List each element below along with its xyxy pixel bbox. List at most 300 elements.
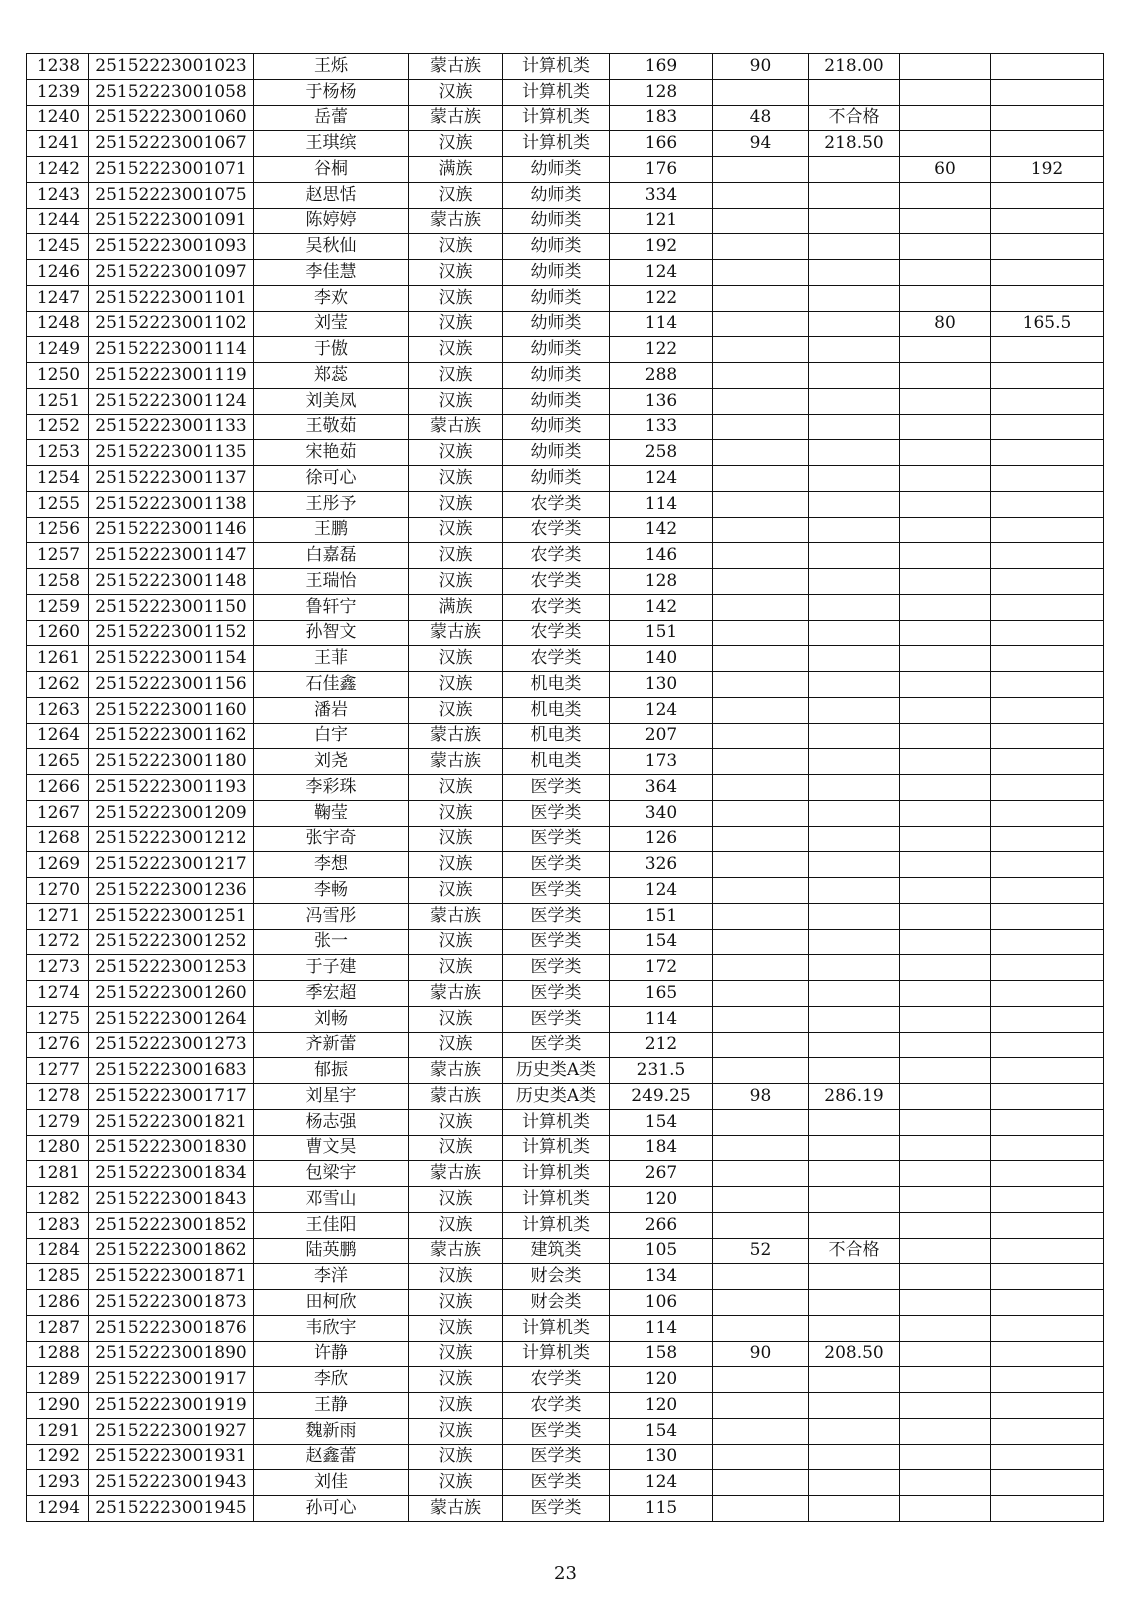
table-row: [27, 363, 1104, 389]
skill-total-cell: [809, 1058, 900, 1084]
extra-total-cell: [991, 878, 1104, 904]
ethnicity-cell: 汉族: [409, 1444, 503, 1470]
ethnicity-cell: 汉族: [409, 1006, 503, 1032]
skill-score-cell: [713, 903, 809, 929]
table-row: [27, 1109, 1104, 1135]
written-score-cell: 165: [610, 981, 713, 1007]
seq-cell: 1267: [27, 800, 89, 826]
ethnicity-cell: 汉族: [409, 363, 503, 389]
category-cell: 医学类: [503, 800, 610, 826]
extra-score-cell: [900, 672, 991, 698]
skill-score-cell: [713, 1315, 809, 1341]
category-cell: 幼师类: [503, 311, 610, 337]
skill-total-cell: [809, 697, 900, 723]
ethnicity-cell: 蒙古族: [409, 749, 503, 775]
name-cell: 李洋: [254, 1264, 409, 1290]
category-cell: 医学类: [503, 1470, 610, 1496]
name-cell: 李想: [254, 852, 409, 878]
exam-id-cell: 25152223001180: [89, 749, 254, 775]
exam-id-cell: 25152223001834: [89, 1161, 254, 1187]
name-cell: 田柯欣: [254, 1290, 409, 1316]
ethnicity-cell: 汉族: [409, 775, 503, 801]
name-cell: 陈婷婷: [254, 208, 409, 234]
name-cell: 韦欣宇: [254, 1315, 409, 1341]
ethnicity-cell: 蒙古族: [409, 1058, 503, 1084]
table-row: [27, 723, 1104, 749]
skill-total-cell: [809, 440, 900, 466]
category-cell: 机电类: [503, 672, 610, 698]
exam-id-cell: 25152223001160: [89, 697, 254, 723]
skill-total-cell: [809, 929, 900, 955]
exam-id-cell: 25152223001251: [89, 903, 254, 929]
written-score-cell: 340: [610, 800, 713, 826]
skill-total-cell: [809, 775, 900, 801]
ethnicity-cell: 汉族: [409, 1418, 503, 1444]
extra-total-cell: [991, 723, 1104, 749]
name-cell: 鲁轩宁: [254, 594, 409, 620]
extra-total-cell: 165.5: [991, 311, 1104, 337]
name-cell: 白嘉磊: [254, 543, 409, 569]
table-row: [27, 1496, 1104, 1522]
name-cell: 魏新雨: [254, 1418, 409, 1444]
table-row: [27, 1418, 1104, 1444]
ethnicity-cell: 蒙古族: [409, 723, 503, 749]
skill-score-cell: [713, 1470, 809, 1496]
exam-id-cell: 25152223001154: [89, 646, 254, 672]
table-row: [27, 1264, 1104, 1290]
exam-id-cell: 25152223001060: [89, 105, 254, 131]
skill-score-cell: [713, 620, 809, 646]
skill-score-cell: [713, 826, 809, 852]
seq-cell: 1277: [27, 1058, 89, 1084]
table-row: [27, 1393, 1104, 1419]
ethnicity-cell: 汉族: [409, 131, 503, 157]
extra-score-cell: [900, 440, 991, 466]
seq-cell: 1259: [27, 594, 89, 620]
category-cell: 幼师类: [503, 234, 610, 260]
exam-id-cell: 25152223001152: [89, 620, 254, 646]
name-cell: 刘佳: [254, 1470, 409, 1496]
seq-cell: 1279: [27, 1109, 89, 1135]
skill-score-cell: [713, 955, 809, 981]
exam-id-cell: 25152223001821: [89, 1109, 254, 1135]
written-score-cell: 120: [610, 1393, 713, 1419]
extra-score-cell: [900, 1315, 991, 1341]
skill-score-cell: [713, 260, 809, 286]
seq-cell: 1266: [27, 775, 89, 801]
table-row: [27, 1470, 1104, 1496]
category-cell: 计算机类: [503, 79, 610, 105]
ethnicity-cell: 汉族: [409, 1212, 503, 1238]
exam-id-cell: 25152223001148: [89, 569, 254, 595]
written-score-cell: 142: [610, 517, 713, 543]
extra-total-cell: [991, 1341, 1104, 1367]
ethnicity-cell: 汉族: [409, 569, 503, 595]
exam-id-cell: 25152223001927: [89, 1418, 254, 1444]
skill-total-cell: [809, 363, 900, 389]
ethnicity-cell: 汉族: [409, 517, 503, 543]
seq-cell: 1254: [27, 466, 89, 492]
written-score-cell: 114: [610, 311, 713, 337]
written-score-cell: 121: [610, 208, 713, 234]
skill-score-cell: [713, 981, 809, 1007]
ethnicity-cell: 汉族: [409, 955, 503, 981]
extra-total-cell: [991, 749, 1104, 775]
extra-score-cell: [900, 234, 991, 260]
seq-cell: 1240: [27, 105, 89, 131]
extra-total-cell: 192: [991, 157, 1104, 183]
name-cell: 冯雪彤: [254, 903, 409, 929]
ethnicity-cell: 蒙古族: [409, 1496, 503, 1522]
skill-score-cell: [713, 234, 809, 260]
extra-total-cell: [991, 1393, 1104, 1419]
skill-total-cell: [809, 182, 900, 208]
seq-cell: 1264: [27, 723, 89, 749]
written-score-cell: 172: [610, 955, 713, 981]
name-cell: 许静: [254, 1341, 409, 1367]
seq-cell: 1288: [27, 1341, 89, 1367]
seq-cell: 1242: [27, 157, 89, 183]
skill-score-cell: 48: [713, 105, 809, 131]
written-score-cell: 122: [610, 285, 713, 311]
extra-total-cell: [991, 1238, 1104, 1264]
seq-cell: 1278: [27, 1084, 89, 1110]
name-cell: 鞠莹: [254, 800, 409, 826]
name-cell: 陆英鹏: [254, 1238, 409, 1264]
skill-score-cell: [713, 388, 809, 414]
ethnicity-cell: 汉族: [409, 1135, 503, 1161]
written-score-cell: 154: [610, 1418, 713, 1444]
skill-total-cell: [809, 1212, 900, 1238]
score-table: [26, 53, 1104, 1522]
seq-cell: 1272: [27, 929, 89, 955]
category-cell: 幼师类: [503, 337, 610, 363]
table-row: [27, 337, 1104, 363]
extra-score-cell: [900, 388, 991, 414]
exam-id-cell: 25152223001137: [89, 466, 254, 492]
name-cell: 吴秋仙: [254, 234, 409, 260]
seq-cell: 1248: [27, 311, 89, 337]
exam-id-cell: 25152223001150: [89, 594, 254, 620]
skill-total-cell: 286.19: [809, 1084, 900, 1110]
written-score-cell: 114: [610, 1006, 713, 1032]
name-cell: 李畅: [254, 878, 409, 904]
skill-score-cell: 94: [713, 131, 809, 157]
skill-total-cell: [809, 414, 900, 440]
seq-cell: 1262: [27, 672, 89, 698]
written-score-cell: 184: [610, 1135, 713, 1161]
skill-score-cell: [713, 646, 809, 672]
skill-total-cell: [809, 388, 900, 414]
extra-total-cell: [991, 234, 1104, 260]
table-row: [27, 157, 1104, 183]
written-score-cell: 124: [610, 1470, 713, 1496]
table-row: [27, 208, 1104, 234]
ethnicity-cell: 汉族: [409, 311, 503, 337]
ethnicity-cell: 蒙古族: [409, 903, 503, 929]
extra-total-cell: [991, 929, 1104, 955]
extra-score-cell: [900, 1006, 991, 1032]
written-score-cell: 212: [610, 1032, 713, 1058]
name-cell: 王鹏: [254, 517, 409, 543]
exam-id-cell: 25152223001114: [89, 337, 254, 363]
exam-id-cell: 25152223001091: [89, 208, 254, 234]
written-score-cell: 142: [610, 594, 713, 620]
skill-score-cell: [713, 1032, 809, 1058]
name-cell: 季宏超: [254, 981, 409, 1007]
extra-total-cell: [991, 1212, 1104, 1238]
table-row: [27, 1006, 1104, 1032]
skill-total-cell: [809, 1187, 900, 1213]
name-cell: 王琪缤: [254, 131, 409, 157]
seq-cell: 1291: [27, 1418, 89, 1444]
extra-score-cell: [900, 723, 991, 749]
skill-total-cell: [809, 491, 900, 517]
written-score-cell: 334: [610, 182, 713, 208]
exam-id-cell: 25152223001193: [89, 775, 254, 801]
category-cell: 财会类: [503, 1264, 610, 1290]
extra-total-cell: [991, 182, 1104, 208]
name-cell: 杨志强: [254, 1109, 409, 1135]
skill-score-cell: [713, 491, 809, 517]
table-row: [27, 105, 1104, 131]
skill-total-cell: [809, 878, 900, 904]
category-cell: 机电类: [503, 723, 610, 749]
table-row: [27, 1187, 1104, 1213]
category-cell: 医学类: [503, 1496, 610, 1522]
written-score-cell: 176: [610, 157, 713, 183]
category-cell: 农学类: [503, 569, 610, 595]
seq-cell: 1255: [27, 491, 89, 517]
seq-cell: 1293: [27, 1470, 89, 1496]
skill-score-cell: [713, 285, 809, 311]
category-cell: 计算机类: [503, 1212, 610, 1238]
extra-score-cell: [900, 1393, 991, 1419]
name-cell: 李佳慧: [254, 260, 409, 286]
table-row: [27, 388, 1104, 414]
exam-id-cell: 25152223001717: [89, 1084, 254, 1110]
extra-score-cell: [900, 929, 991, 955]
skill-total-cell: [809, 157, 900, 183]
table-row: [27, 646, 1104, 672]
category-cell: 计算机类: [503, 1341, 610, 1367]
extra-score-cell: [900, 1341, 991, 1367]
name-cell: 张一: [254, 929, 409, 955]
ethnicity-cell: 汉族: [409, 1341, 503, 1367]
category-cell: 历史类A类: [503, 1058, 610, 1084]
seq-cell: 1251: [27, 388, 89, 414]
extra-total-cell: [991, 672, 1104, 698]
exam-id-cell: 25152223001264: [89, 1006, 254, 1032]
category-cell: 建筑类: [503, 1238, 610, 1264]
table-row: [27, 285, 1104, 311]
seq-cell: 1247: [27, 285, 89, 311]
ethnicity-cell: 汉族: [409, 1032, 503, 1058]
category-cell: 机电类: [503, 749, 610, 775]
seq-cell: 1252: [27, 414, 89, 440]
written-score-cell: 166: [610, 131, 713, 157]
extra-total-cell: [991, 1315, 1104, 1341]
extra-score-cell: [900, 878, 991, 904]
extra-score-cell: [900, 491, 991, 517]
ethnicity-cell: 汉族: [409, 1290, 503, 1316]
written-score-cell: 115: [610, 1496, 713, 1522]
skill-total-cell: [809, 1109, 900, 1135]
skill-total-cell: [809, 234, 900, 260]
table-row: [27, 491, 1104, 517]
written-score-cell: 114: [610, 1315, 713, 1341]
exam-id-cell: 25152223001917: [89, 1367, 254, 1393]
written-score-cell: 122: [610, 337, 713, 363]
name-cell: 郁振: [254, 1058, 409, 1084]
table-row: [27, 749, 1104, 775]
extra-total-cell: [991, 1084, 1104, 1110]
category-cell: 幼师类: [503, 440, 610, 466]
ethnicity-cell: 汉族: [409, 260, 503, 286]
extra-total-cell: [991, 440, 1104, 466]
exam-id-cell: 25152223001209: [89, 800, 254, 826]
exam-id-cell: 25152223001862: [89, 1238, 254, 1264]
extra-score-cell: [900, 517, 991, 543]
category-cell: 计算机类: [503, 131, 610, 157]
table-row: [27, 878, 1104, 904]
table-row: [27, 981, 1104, 1007]
extra-score-cell: [900, 775, 991, 801]
extra-total-cell: [991, 1161, 1104, 1187]
written-score-cell: 207: [610, 723, 713, 749]
extra-score-cell: [900, 1470, 991, 1496]
extra-total-cell: [991, 1006, 1104, 1032]
seq-cell: 1270: [27, 878, 89, 904]
name-cell: 刘畅: [254, 1006, 409, 1032]
extra-total-cell: [991, 260, 1104, 286]
exam-id-cell: 25152223001843: [89, 1187, 254, 1213]
extra-score-cell: [900, 1032, 991, 1058]
skill-total-cell: 208.50: [809, 1341, 900, 1367]
skill-score-cell: [713, 1418, 809, 1444]
written-score-cell: 288: [610, 363, 713, 389]
extra-score-cell: [900, 1444, 991, 1470]
extra-total-cell: [991, 981, 1104, 1007]
skill-total-cell: [809, 955, 900, 981]
extra-score-cell: [900, 826, 991, 852]
extra-score-cell: [900, 594, 991, 620]
ethnicity-cell: 蒙古族: [409, 1161, 503, 1187]
extra-total-cell: [991, 337, 1104, 363]
exam-id-cell: 25152223001919: [89, 1393, 254, 1419]
exam-id-cell: 25152223001890: [89, 1341, 254, 1367]
skill-score-cell: [713, 1290, 809, 1316]
skill-total-cell: [809, 208, 900, 234]
skill-score-cell: [713, 800, 809, 826]
name-cell: 岳蕾: [254, 105, 409, 131]
ethnicity-cell: 汉族: [409, 1470, 503, 1496]
skill-total-cell: [809, 1418, 900, 1444]
extra-total-cell: [991, 620, 1104, 646]
seq-cell: 1243: [27, 182, 89, 208]
skill-score-cell: [713, 1161, 809, 1187]
exam-id-cell: 25152223001873: [89, 1290, 254, 1316]
name-cell: 李欣: [254, 1367, 409, 1393]
table-row: [27, 79, 1104, 105]
table-row: [27, 569, 1104, 595]
skill-score-cell: [713, 466, 809, 492]
category-cell: 幼师类: [503, 157, 610, 183]
exam-id-cell: 25152223001260: [89, 981, 254, 1007]
seq-cell: 1292: [27, 1444, 89, 1470]
extra-score-cell: [900, 543, 991, 569]
name-cell: 宋艳茹: [254, 440, 409, 466]
extra-score-cell: [900, 1135, 991, 1161]
skill-total-cell: [809, 543, 900, 569]
extra-total-cell: [991, 697, 1104, 723]
extra-score-cell: [900, 1367, 991, 1393]
category-cell: 医学类: [503, 826, 610, 852]
seq-cell: 1269: [27, 852, 89, 878]
skill-total-cell: [809, 1161, 900, 1187]
table-row: [27, 260, 1104, 286]
ethnicity-cell: 汉族: [409, 646, 503, 672]
exam-id-cell: 25152223001058: [89, 79, 254, 105]
name-cell: 刘美凤: [254, 388, 409, 414]
ethnicity-cell: 蒙古族: [409, 620, 503, 646]
extra-score-cell: [900, 260, 991, 286]
extra-score-cell: 80: [900, 311, 991, 337]
extra-score-cell: [900, 1264, 991, 1290]
extra-score-cell: [900, 285, 991, 311]
extra-total-cell: [991, 1290, 1104, 1316]
category-cell: 幼师类: [503, 466, 610, 492]
skill-score-cell: [713, 594, 809, 620]
ethnicity-cell: 汉族: [409, 79, 503, 105]
ethnicity-cell: 汉族: [409, 182, 503, 208]
extra-score-cell: [900, 800, 991, 826]
extra-total-cell: [991, 1058, 1104, 1084]
skill-score-cell: [713, 414, 809, 440]
table-body: [27, 54, 1104, 1522]
extra-total-cell: [991, 775, 1104, 801]
extra-total-cell: [991, 517, 1104, 543]
skill-total-cell: [809, 826, 900, 852]
extra-total-cell: [991, 1367, 1104, 1393]
written-score-cell: 151: [610, 903, 713, 929]
seq-cell: 1250: [27, 363, 89, 389]
skill-total-cell: [809, 620, 900, 646]
skill-score-cell: 90: [713, 1341, 809, 1367]
skill-score-cell: [713, 311, 809, 337]
skill-score-cell: [713, 363, 809, 389]
exam-id-cell: 25152223001273: [89, 1032, 254, 1058]
written-score-cell: 258: [610, 440, 713, 466]
table-row: [27, 697, 1104, 723]
table-row: [27, 311, 1104, 337]
name-cell: 赵鑫蕾: [254, 1444, 409, 1470]
exam-id-cell: 25152223001852: [89, 1212, 254, 1238]
exam-id-cell: 25152223001217: [89, 852, 254, 878]
table-row: [27, 1084, 1104, 1110]
skill-total-cell: [809, 466, 900, 492]
exam-id-cell: 25152223001146: [89, 517, 254, 543]
extra-score-cell: [900, 1187, 991, 1213]
ethnicity-cell: 蒙古族: [409, 208, 503, 234]
table-row: [27, 800, 1104, 826]
category-cell: 计算机类: [503, 1187, 610, 1213]
page-number: 23: [554, 1563, 577, 1584]
category-cell: 计算机类: [503, 54, 610, 80]
ethnicity-cell: 满族: [409, 157, 503, 183]
written-score-cell: 364: [610, 775, 713, 801]
extra-score-cell: [900, 466, 991, 492]
